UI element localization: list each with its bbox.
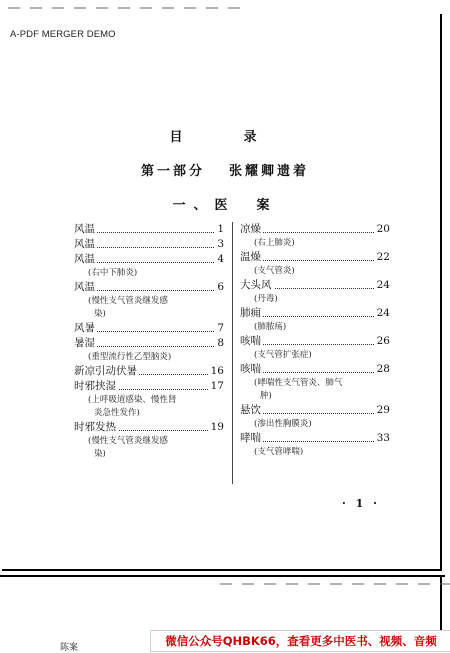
toc-entry-page: 17 bbox=[210, 380, 224, 392]
toc-entry-note: (慢性支气管炎继发感 bbox=[88, 296, 168, 306]
toc-entry-page: 16 bbox=[210, 365, 224, 377]
toc-entry-title: 温燥 bbox=[240, 251, 261, 263]
toc-entry-title: 暑湿 bbox=[74, 337, 95, 349]
toc-entry-note: 染) bbox=[94, 309, 106, 319]
toc-entry bbox=[74, 379, 224, 394]
section-heading: 一、医 案 bbox=[172, 198, 278, 213]
toc-entry-note: (支气管哮喘) bbox=[254, 447, 304, 457]
toc-entry bbox=[74, 280, 224, 295]
toc-entry-title: 风暑 bbox=[74, 322, 95, 334]
toc-entry-page: 28 bbox=[376, 363, 390, 375]
toc-entry-title: 风温 bbox=[74, 253, 95, 265]
toc-entry-note: (丹毒) bbox=[254, 294, 278, 304]
part-heading bbox=[0, 160, 450, 179]
part-author: 张耀卿遗着 bbox=[229, 164, 310, 179]
toc-entry bbox=[74, 420, 224, 435]
toc-entry-page: 26 bbox=[376, 335, 390, 347]
toc-entry-note: (哮喘性支气管炎、肺气 bbox=[254, 378, 343, 388]
toc-entry-page: 24 bbox=[376, 279, 390, 291]
toc-entry-note: 炎急性发作) bbox=[94, 408, 140, 418]
toc-entry-page: 22 bbox=[376, 251, 390, 263]
toc-entry-note: (上呼吸道感染、慢性肾 bbox=[88, 395, 177, 405]
toc-entry-page: 29 bbox=[376, 404, 390, 416]
toc-entry-title: 风温 bbox=[74, 223, 95, 235]
toc-entry-note: (渗出性胸膜炎) bbox=[254, 419, 312, 429]
toc-entry-page: 4 bbox=[217, 253, 224, 265]
toc-entry-page: 6 bbox=[217, 281, 224, 293]
toc-entry bbox=[74, 364, 224, 379]
toc-entry-page: 20 bbox=[376, 223, 390, 235]
watermark: A-PDF MERGER DEMO bbox=[10, 29, 116, 40]
toc-entry-page: 7 bbox=[217, 322, 224, 334]
top-dash-line bbox=[0, 4, 450, 12]
toc-entry-title: 大头风 bbox=[240, 279, 272, 291]
toc-entry-page: 8 bbox=[217, 337, 224, 349]
toc-entry-note: (支气管扩张症) bbox=[254, 350, 312, 360]
toc-entry bbox=[240, 362, 390, 377]
toc-entry-title: 时邪挟湿 bbox=[74, 380, 116, 392]
promo-banner: 微信公众号QHBK66，查看更多中医书、视频、音频 bbox=[150, 630, 450, 652]
toc-entry-title: 咳喘 bbox=[240, 335, 261, 347]
toc-entry bbox=[74, 237, 224, 252]
toc-entry bbox=[74, 336, 224, 351]
toc-entry-page: 33 bbox=[376, 432, 390, 444]
toc-entry bbox=[240, 403, 390, 418]
toc-entry bbox=[74, 321, 224, 336]
toc-entry-note: 染) bbox=[94, 449, 106, 459]
toc-entry-title: 风温 bbox=[74, 238, 95, 250]
toc-entry-title: 新凉引动伏暑 bbox=[74, 365, 137, 377]
toc-entry-note: (慢性支气管炎继发感 bbox=[88, 436, 168, 446]
toc-entry bbox=[240, 306, 390, 321]
toc-entry bbox=[74, 222, 224, 237]
bottom-dash-line bbox=[220, 580, 450, 588]
toc-entry-title: 悬饮 bbox=[240, 404, 261, 416]
toc-entry bbox=[240, 334, 390, 349]
toc-entry-note: 肿) bbox=[260, 391, 272, 401]
toc-entry-note: (右中下肺炎) bbox=[88, 268, 138, 278]
toc-entry-page: 19 bbox=[210, 421, 224, 433]
toc-entry-title: 哮喘 bbox=[240, 432, 261, 444]
page-number: · 1 · bbox=[342, 497, 380, 510]
toc-entry bbox=[74, 252, 224, 267]
toc-entry-note: (支气管炎) bbox=[254, 266, 295, 276]
toc-entry bbox=[240, 278, 390, 293]
toc-entry-title: 时邪发热 bbox=[74, 421, 116, 433]
toc-entry bbox=[240, 431, 390, 446]
toc-entry bbox=[240, 222, 390, 237]
next-page-top-border bbox=[0, 575, 445, 577]
toc-entry-title: 风温 bbox=[74, 281, 95, 293]
part-label: 第一部分 bbox=[140, 164, 205, 179]
toc-left-column bbox=[74, 222, 224, 461]
toc-right-column bbox=[240, 222, 390, 459]
column-divider bbox=[232, 222, 233, 484]
toc-entry-title: 咳喘 bbox=[240, 363, 261, 375]
page-title: 目 录 bbox=[169, 130, 281, 145]
toc-entry-title: 肺痈 bbox=[240, 307, 261, 319]
toc-entry-note: (右上肺炎) bbox=[254, 238, 295, 248]
next-page-fragment: 陈案 bbox=[60, 643, 79, 653]
toc-entry-page: 3 bbox=[217, 238, 224, 250]
toc-entry-title: 凉燥 bbox=[240, 223, 261, 235]
toc-entry-page: 1 bbox=[217, 223, 224, 235]
toc-entry bbox=[240, 250, 390, 265]
toc-entry-page: 24 bbox=[376, 307, 390, 319]
toc-entry-note: (肺脓疡) bbox=[254, 322, 287, 332]
toc-entry-note: (重型流行性乙型脑炎) bbox=[88, 352, 172, 362]
